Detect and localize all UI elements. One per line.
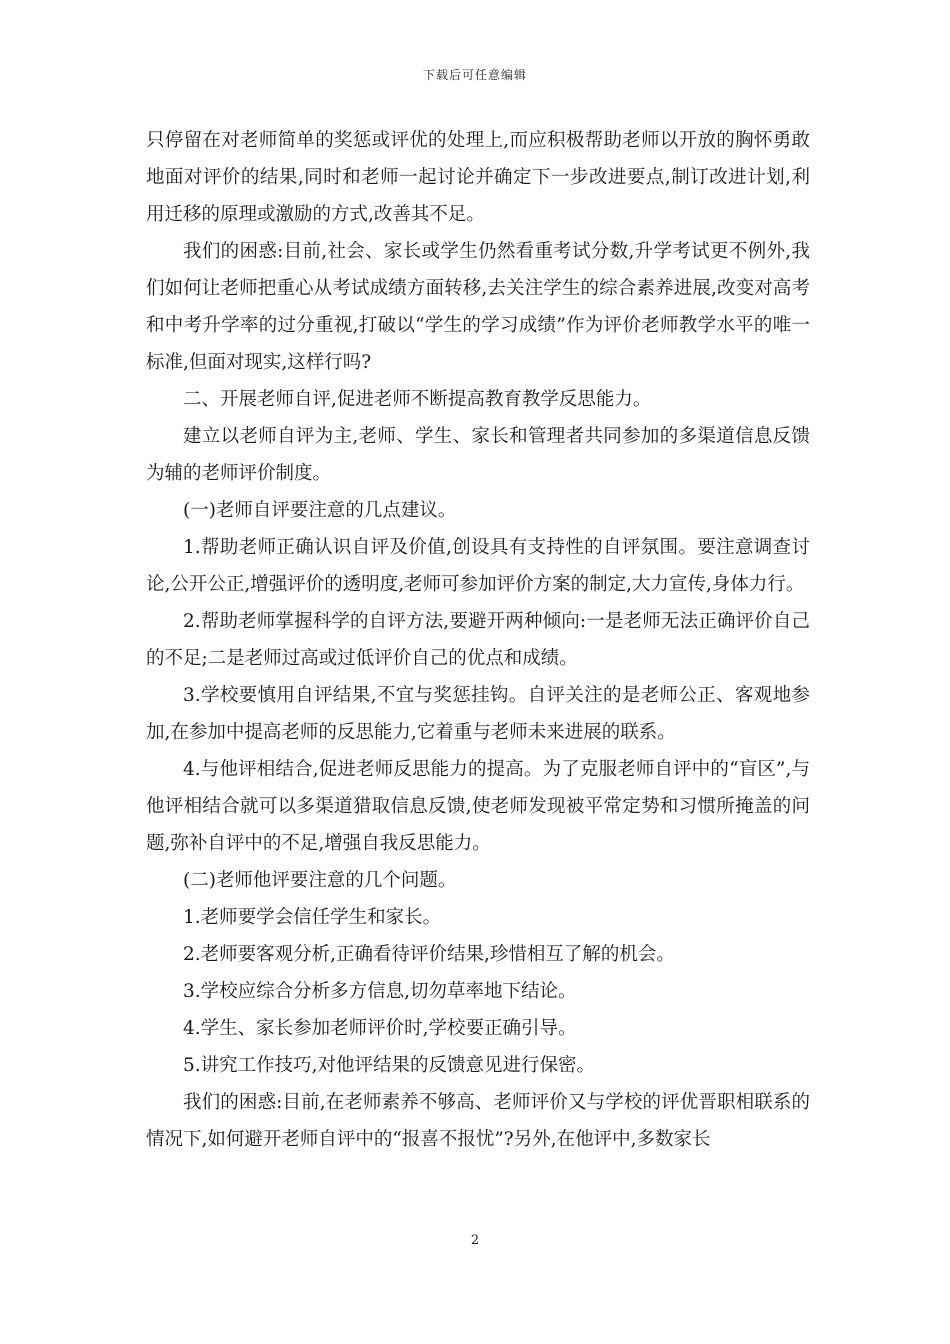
paragraph-evaluation-system: 建立以老师自评为主,老师、学生、家长和管理者共同参加的多渠道信息反馈为辅的老师评价制度。	[146, 426, 810, 484]
list-item-self-1: 1.帮助老师正确认识自评及价值,创设具有支持性的自评氛围。要注意调查讨论,公开公正,增强评价的透明度,老师可参加评价方案的制定,大力宣传,身体力行。	[146, 537, 810, 595]
list-item-other-5: 5.讲究工作技巧,对他评结果的反馈意见进行保密。	[183, 1055, 596, 1076]
list-item-other-4: 4.学生、家长参加老师评价时,学校要正确引导。	[183, 1018, 577, 1039]
section-heading-2: 二、开展老师自评,促进老师不断提高教育教学反思能力。	[183, 389, 652, 410]
subsection-heading-1: (一)老师自评要注意的几点建议。	[183, 500, 457, 521]
paragraph-continuation: 只停留在对老师简单的奖惩或评优的处理上,而应积极帮助老师以开放的胸怀勇敢地面对评价的结果,同时和老师一起讨论并确定下一步改进要点,制订改进计划,利用迁移的原理或激励的方式,改善其不足。	[146, 130, 810, 225]
list-item-self-4: 4.与他评相结合,促进老师反思能力的提高。为了克服老师自评中的“盲区”,与他评相结合就可以多渠道猎取信息反馈,使老师发现被平常定势和习惯所掩盖的问题,弥补自评中的不足,增强自我反思能力。	[146, 759, 810, 854]
list-item-other-1: 1.老师要学会信任学生和家长。	[183, 907, 442, 928]
page-number: 2	[470, 1233, 480, 1248]
list-item-other-2: 2.老师要客观分析,正确看待评价结果,珍惜相互了解的机会。	[183, 944, 675, 965]
document-body	[146, 122, 810, 1158]
list-item-self-2: 2.帮助老师掌握科学的自评方法,要避开两种倾向:一是老师无法正确评价自己的不足;二是老师过高或过低评价自己的优点和成绩。	[146, 611, 810, 669]
page-header: 下载后可任意编辑	[422, 68, 527, 82]
subsection-heading-2: (二)老师他评要注意的几个问题。	[183, 870, 457, 891]
list-item-self-3: 3.学校要慎用自评结果,不宜与奖惩挂钩。自评关注的是老师公正、客观地参加,在参加中提高老师的反思能力,它着重与老师未来进展的联系。	[146, 685, 810, 743]
paragraph-confusion-2: 我们的困惑:目前,在老师素养不够高、老师评价又与学校的评优晋职相联系的情况下,如何避开老师自评中的“报喜不报忧”?另外,在他评中,多数家长	[146, 1092, 810, 1150]
list-item-other-3: 3.学校应综合分析多方信息,切勿草率地下结论。	[183, 981, 577, 1002]
paragraph-confusion-1: 我们的困惑:目前,社会、家长或学生仍然看重考试分数,升学考试更不例外,我们如何让老师把重心从考试成绩方面转移,去关注学生的综合素养进展,改变对高考和中考升学率的过分重视,打破以“学生的学习成绩”作为评价老师教学水平的唯一标准,但面对现实,这样行吗?	[146, 241, 810, 373]
